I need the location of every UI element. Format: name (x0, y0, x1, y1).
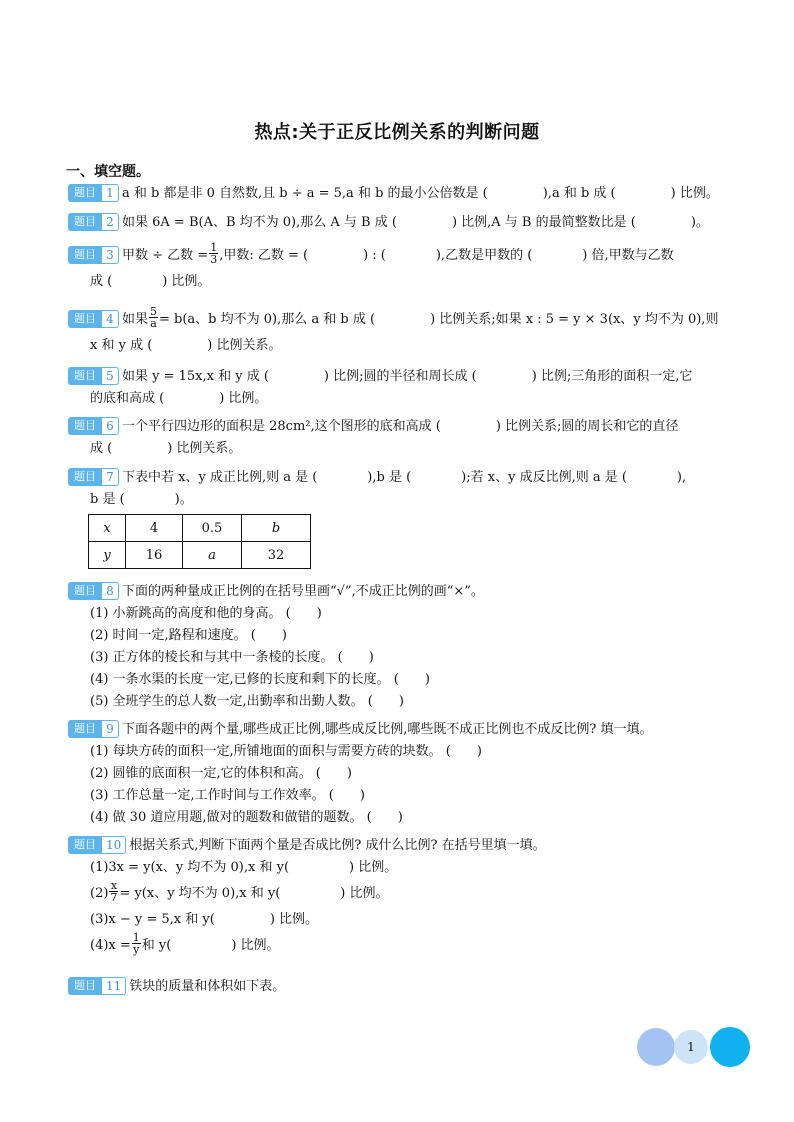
question-text: ) 比例关系。 (167, 441, 242, 456)
list-item: (1) 每块方砖的面积一定,所铺地面的面积与需要方砖的块数。 ( ) (90, 744, 482, 759)
question-text: = b(a、b 均不为 0),那么 a 和 b 成 ( (159, 312, 376, 327)
question-tag (68, 367, 119, 385)
question-text: ) 比例关系;如果 x : 5 = y × 3(x、y 均不为 0),则 (430, 312, 719, 327)
question-line (68, 416, 728, 438)
question-9 (68, 719, 728, 829)
fraction: $\frac{1}{y}$ (132, 931, 140, 956)
tag-number: 8 (102, 582, 119, 600)
tag-label: 题目 (68, 310, 102, 328)
question-line (68, 307, 728, 333)
question-5 (68, 366, 728, 410)
table-cell: x (89, 515, 126, 542)
question-tag (68, 246, 119, 264)
question-text: )。 (690, 215, 709, 230)
table-cell: y (89, 542, 126, 569)
question-text: ) 比例;圆的半径和周长成 ( (323, 369, 477, 384)
decor-circle-left (637, 1028, 675, 1066)
question-11 (68, 976, 728, 998)
question-text: ),乙数是甲数的 ( (435, 248, 533, 263)
list-item: (4) 一条水渠的长度一定,已修的长度和剩下的长度。 ( ) (90, 672, 430, 687)
question-line (68, 212, 728, 234)
list-item: (4) 做 30 道应用题,做对的题数和做错的题数。 ( ) (90, 810, 403, 825)
question-line (68, 388, 728, 410)
page-number: 1 (687, 1040, 695, 1054)
question-line (68, 183, 728, 205)
decor-circle-right (710, 1027, 750, 1067)
tag-number: 4 (102, 310, 119, 328)
tag-number: 9 (102, 720, 119, 738)
tag-number: 1 (102, 184, 119, 202)
list-item: (5) 全班学生的总人数一定,出勤率和出勤人数。 ( ) (90, 694, 404, 709)
question-line (68, 976, 728, 998)
tag-label: 题目 (68, 367, 102, 385)
question-tag (68, 582, 119, 600)
question-text: ) 比例。 (219, 391, 268, 406)
question-text: 下面各题中的两个量,哪些成正比例,哪些成反比例,哪些既不成正比例也不成反比例? 填一填。 (122, 722, 653, 737)
question-8 (68, 581, 728, 713)
question-text: 如果 (122, 312, 149, 327)
tag-number: 6 (102, 417, 119, 435)
question-text: a 和 b 都是非 0 自然数,且 b ÷ a = 5,a 和 b 的最小公倍数是 ( (122, 186, 488, 201)
list-item: (1)3x = y(x、y 均不为 0),x 和 y( ) 比例。 (90, 860, 398, 875)
tag-number: 7 (102, 468, 119, 486)
question-3 (68, 243, 728, 293)
question-line (68, 489, 728, 511)
question-text: )。 (174, 492, 193, 507)
question-text: 如果 y = 15x,x 和 y 成 ( (122, 369, 269, 384)
question-line (68, 271, 728, 293)
question-line (68, 335, 728, 357)
question-text: 铁块的质量和体积如下表。 (129, 979, 286, 994)
question-text: b 是 ( (90, 492, 125, 507)
tag-label: 题目 (68, 213, 102, 231)
question-line (68, 366, 728, 388)
question-line (68, 719, 728, 741)
xy-table (88, 514, 311, 569)
question-text: ) 倍,甲数与乙数 (582, 248, 674, 263)
tag-number: 10 (102, 836, 126, 854)
question-line (68, 581, 728, 603)
question-tag (68, 836, 126, 854)
question-line (68, 243, 728, 269)
table-cell: b (242, 515, 311, 542)
tag-number: 5 (102, 367, 119, 385)
question-tag (68, 184, 119, 202)
question-tag (68, 310, 119, 328)
list-item: (3) 正方体的棱长和与其中一条棱的长度。 ( ) (90, 650, 374, 665)
question-tag (68, 720, 119, 738)
table-cell: a (183, 542, 242, 569)
question-7 (68, 467, 728, 511)
question-text: ) 比例。 (162, 274, 211, 289)
question-text: ),a 和 b 成 ( (542, 186, 616, 201)
tag-number: 2 (102, 213, 119, 231)
fraction: $\frac{5}{a}$ (150, 305, 158, 330)
list-item: (2) $\frac{x}{7}$ = y(x、y 均不为 0),x 和 y( ) 比例。 (90, 879, 389, 904)
page-title: 热点:关于正反比例关系的判断问题 (254, 122, 540, 143)
question-2 (68, 212, 728, 234)
tag-label: 题目 (68, 836, 102, 854)
question-text: 下面的两种量成正比例的在括号里画“√”,不成正比例的画“×”。 (122, 584, 484, 599)
question-text: ) 比例,A 与 B 的最简整数比是 ( (451, 215, 636, 230)
question-text: 成 ( (90, 274, 113, 289)
table-row (89, 542, 311, 569)
question-line (68, 835, 728, 857)
question-4 (68, 307, 728, 357)
list-item: (1) 小新跳高的高度和他的身高。 ( ) (90, 606, 322, 621)
question-tag (68, 977, 126, 995)
question-10 (68, 835, 728, 959)
question-text: 下表中若 x、y 成正比例,则 a 是 ( (122, 470, 318, 485)
fraction: $\frac{x}{7}$ (110, 879, 118, 904)
question-text: 根据关系式,判断下面两个量是否成比例? 成什么比例? 在括号里填一填。 (129, 838, 546, 853)
question-line (68, 467, 728, 489)
question-text: x 和 y 成 ( (90, 338, 153, 353)
list-item: (3)x − y = 5,x 和 y( ) 比例。 (90, 912, 319, 927)
table-cell: 32 (242, 542, 311, 569)
tag-number: 11 (102, 977, 126, 995)
question-text: ,甲数: 乙数 = ( (219, 248, 309, 263)
section-title: 一、填空题。 (66, 164, 150, 180)
list-item: (4)x = $\frac{1}{y}$ 和 y( ) 比例。 (90, 931, 280, 956)
question-1 (68, 183, 728, 205)
question-text: ), (676, 470, 687, 485)
table-row (89, 515, 311, 542)
question-text: ) 比例。 (670, 186, 719, 201)
question-tag (68, 468, 119, 486)
question-text: 如果 6A = B(A、B 均不为 0),那么 A 与 B 成 ( (122, 215, 397, 230)
question-text: );若 x、y 成反比例,则 a 是 ( (461, 470, 627, 485)
question-line (68, 438, 728, 460)
question-text: 的底和高成 ( (90, 391, 165, 406)
question-text: ) 比例;三角形的面积一定,它 (531, 369, 693, 384)
tag-label: 题目 (68, 417, 102, 435)
question-tag (68, 213, 119, 231)
tag-label: 题目 (68, 184, 102, 202)
list-item: (2) 时间一定,路程和速度。 ( ) (90, 628, 287, 643)
question-text: ) 比例关系;圆的周长和它的直径 (495, 419, 679, 434)
question-text: 成 ( (90, 441, 113, 456)
table-cell: 4 (126, 515, 183, 542)
tag-label: 题目 (68, 582, 102, 600)
question-text: 甲数 ÷ 乙数 = (122, 248, 209, 263)
table-cell: 16 (126, 542, 183, 569)
fraction: $\frac{1}{3}$ (210, 241, 218, 266)
question-text: ),b 是 ( (367, 470, 412, 485)
question-text: ) : ( (363, 248, 386, 263)
tag-label: 题目 (68, 720, 102, 738)
list-item: (3) 工作总量一定,工作时间与工作效率。 ( ) (90, 788, 365, 803)
question-text: 一个平行四边形的面积是 28cm²,这个图形的底和高成 ( (122, 419, 441, 434)
question-tag (68, 417, 119, 435)
tag-label: 题目 (68, 977, 102, 995)
table-cell: 0.5 (183, 515, 242, 542)
list-item: (2) 圆锥的底面积一定,它的体积和高。 ( ) (90, 766, 352, 781)
question-text: ) 比例关系。 (207, 338, 282, 353)
tag-label: 题目 (68, 468, 102, 486)
question-6 (68, 416, 728, 460)
tag-label: 题目 (68, 246, 102, 264)
tag-number: 3 (102, 246, 119, 264)
